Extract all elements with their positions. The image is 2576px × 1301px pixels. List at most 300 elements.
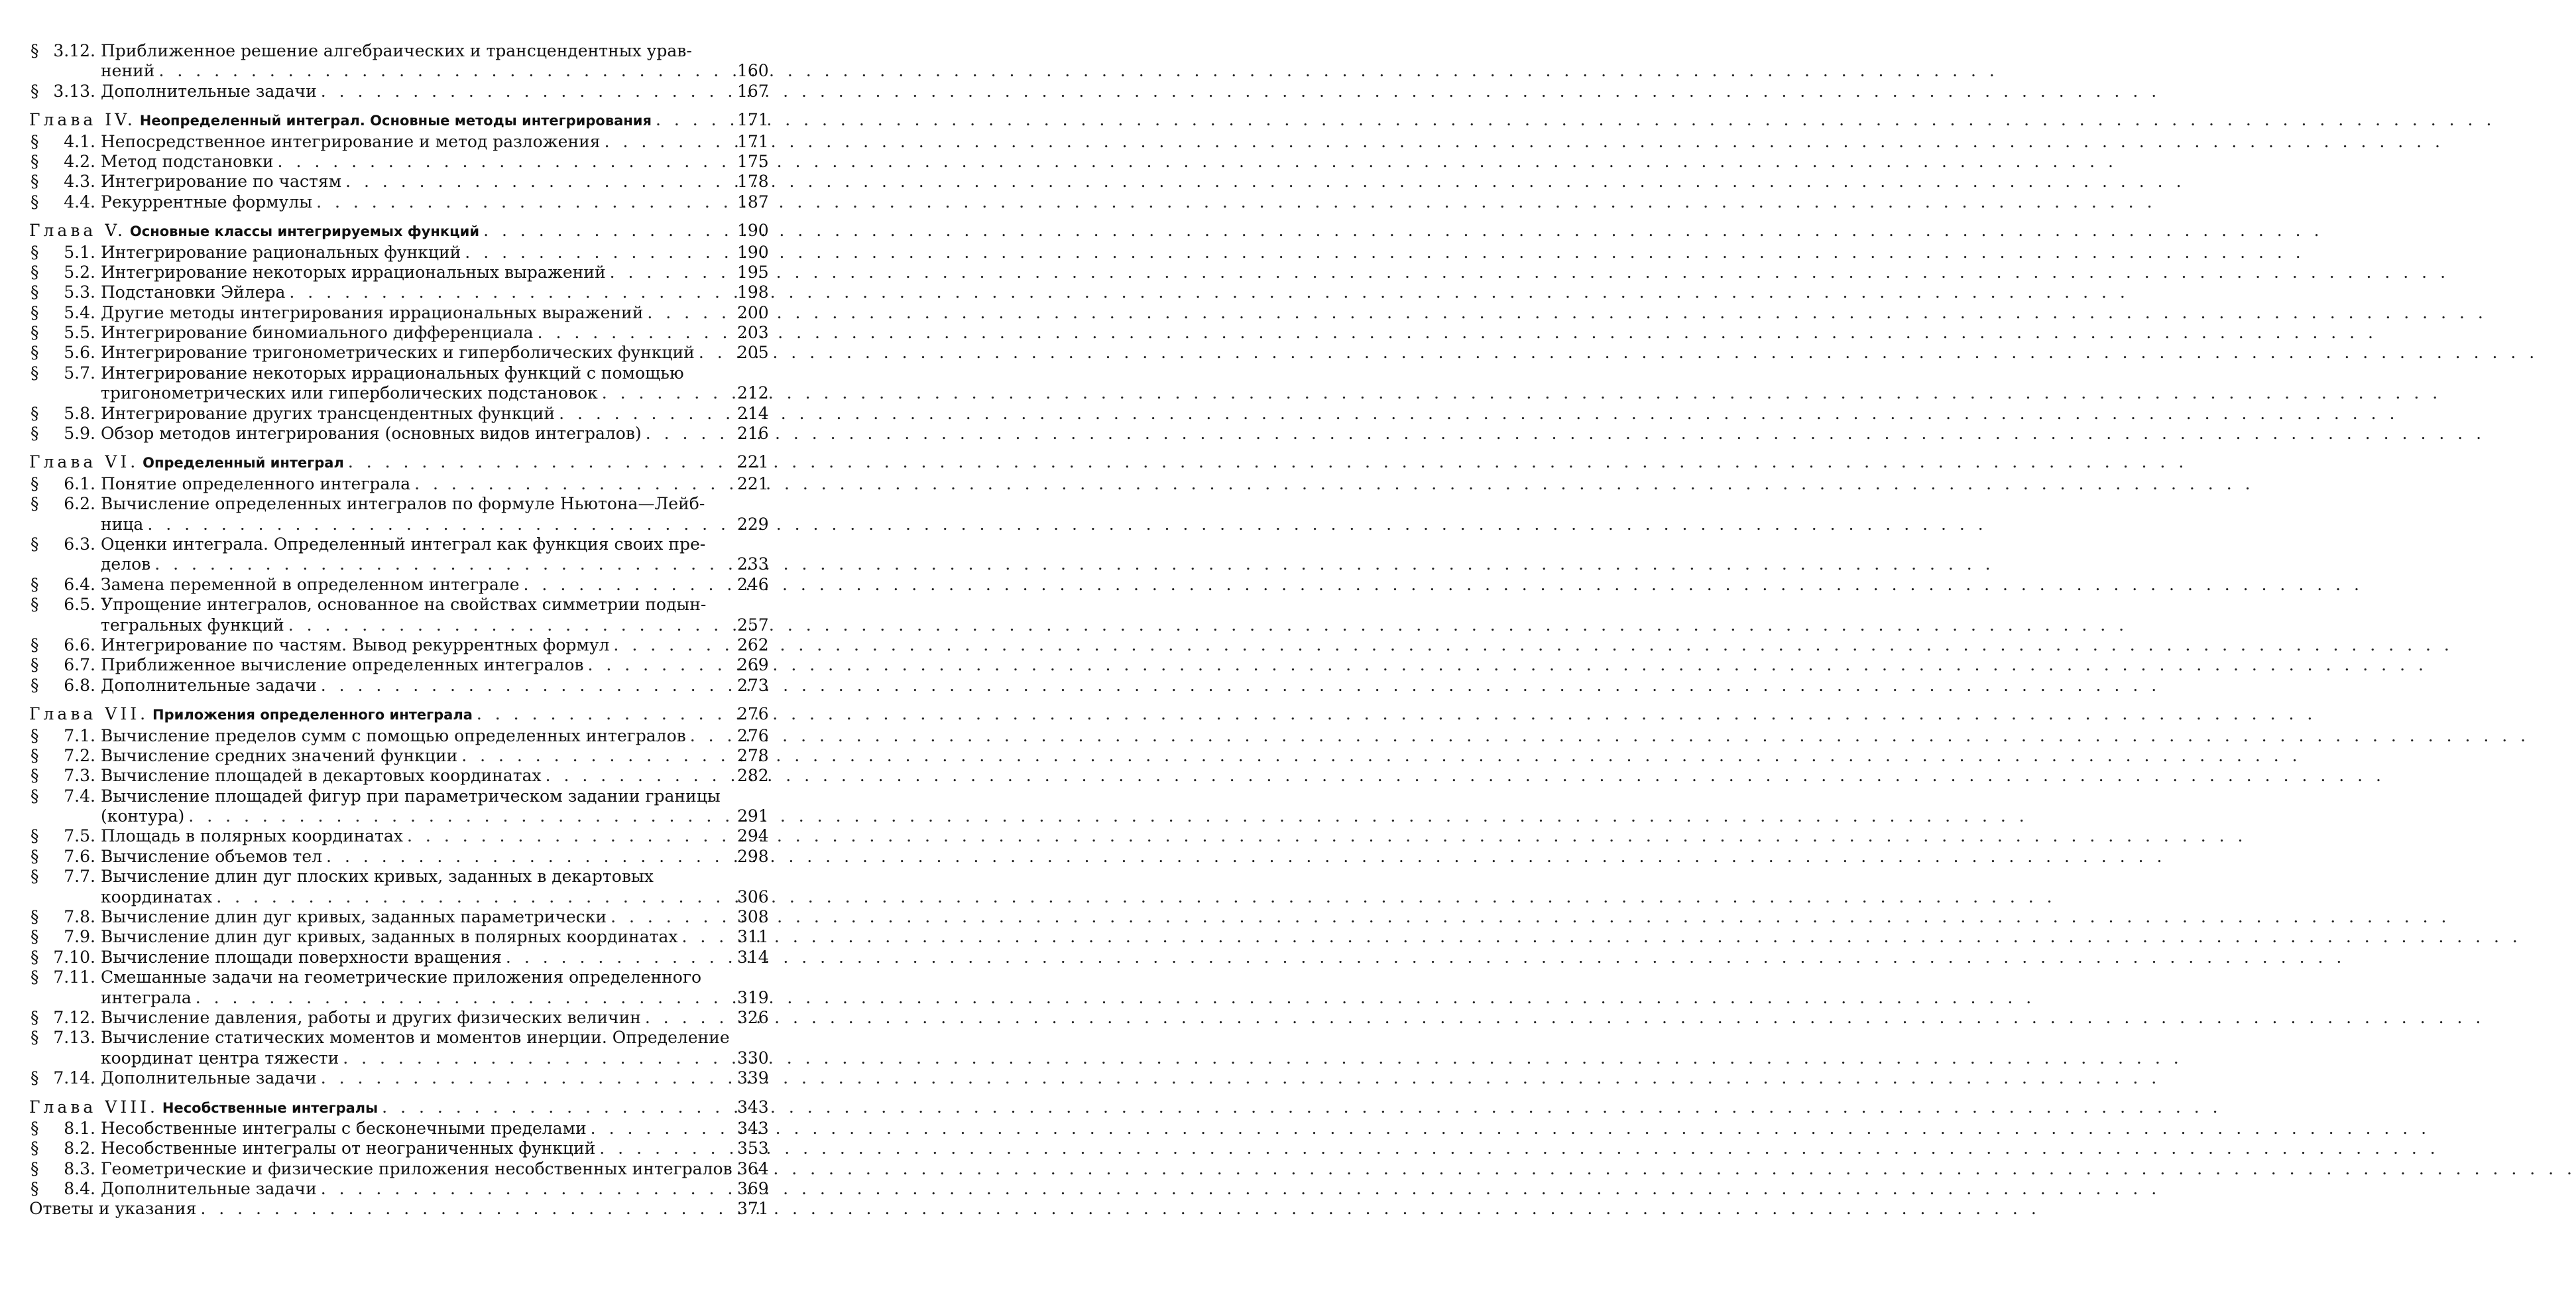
dot-leader (473, 704, 734, 724)
page-number: 326 (737, 1007, 769, 1027)
section-num: 7.10. (53, 947, 95, 967)
dot-leader (274, 152, 734, 172)
section-num: 5.2. (64, 262, 95, 282)
page-number: 311 (737, 927, 769, 947)
section-num: 4.4. (64, 192, 95, 212)
dot-leader (584, 655, 735, 675)
page-number: 216 (737, 424, 769, 444)
toc-section-line[interactable] (29, 131, 769, 152)
section-title: Упрощение интегралов, основанное на свойствах симметрии подын- (101, 595, 707, 615)
page-number: 364 (737, 1158, 769, 1178)
toc-section-body (101, 847, 734, 867)
section-sign: § (30, 473, 39, 493)
section-num: 5.3. (64, 282, 95, 302)
section-number (29, 655, 101, 675)
section-sign: § (30, 655, 39, 675)
section-num: 3.12. (53, 41, 95, 60)
section-number (29, 1008, 101, 1028)
toc-section-body (101, 655, 734, 675)
toc-section-line[interactable] (29, 987, 769, 1008)
chapter-title: Определенный интеграл (143, 455, 344, 471)
dot-leader (192, 988, 734, 1008)
dot-leader (643, 303, 734, 323)
section-title: Интегрирование биномиального дифференциала (101, 323, 534, 343)
toc-section-line[interactable] (29, 514, 769, 534)
section-title: Вычисление площадей в декартовых координатах (101, 766, 542, 786)
page-number: 330 (737, 1048, 769, 1068)
section-num: 6.5. (64, 595, 95, 615)
toc-section-line[interactable] (29, 887, 769, 907)
dot-leader (150, 554, 734, 574)
dot-leader (317, 1068, 734, 1088)
page-number: 278 (737, 745, 769, 765)
section-title: Непосредственное интегрирование и метод разложения (101, 131, 601, 151)
section-num: 4.2. (64, 151, 95, 171)
dot-leader (607, 907, 734, 927)
section-num: 5.9. (64, 424, 95, 444)
section-title: Несобственные интегралы от неограниченных функций (101, 1139, 596, 1158)
section-number (29, 1119, 101, 1139)
section-sign: § (30, 192, 39, 212)
page-number: 205 (737, 343, 769, 363)
page-number: 339 (737, 1068, 769, 1088)
section-title: Вычисление статических моментов и моментов инерции. Определение (101, 1028, 730, 1048)
dot-leader (601, 132, 734, 152)
toc-section-body (101, 595, 734, 615)
toc-section-line[interactable] (29, 867, 765, 887)
toc-chapter-text (29, 110, 652, 131)
dot-leader (410, 474, 734, 494)
section-number (29, 82, 101, 101)
section-number (29, 192, 101, 212)
toc-section-line[interactable] (29, 947, 769, 967)
toc-section-line[interactable] (29, 403, 769, 424)
toc-section-line[interactable] (29, 1028, 765, 1048)
section-title: делов (101, 554, 151, 574)
toc-section-line[interactable] (29, 766, 769, 786)
section-number (29, 575, 101, 595)
page-number: 343 (737, 1097, 769, 1117)
section-sign: § (30, 323, 39, 343)
toc-section-body (101, 746, 734, 766)
section-number (29, 132, 101, 152)
section-sign: § (30, 927, 39, 947)
section-sign: § (30, 81, 39, 101)
section-number (29, 967, 101, 987)
section-title: координатах (101, 887, 213, 906)
toc-section-line[interactable] (29, 927, 769, 947)
section-number (29, 263, 101, 282)
section-sign: § (30, 282, 39, 302)
section-title: Интегрирование по частям (101, 172, 342, 192)
dot-leader (534, 323, 734, 343)
section-number (29, 323, 101, 343)
page-number: 203 (737, 323, 769, 343)
page-number: 171 (737, 131, 769, 151)
section-sign: § (30, 826, 39, 846)
section-title: Дополнительные задачи (101, 675, 317, 695)
section-title: Вычисление объемов тел (101, 846, 323, 866)
section-sign: § (30, 534, 39, 554)
section-title: Интегрирование по частям. Вывод рекуррентных формул (101, 635, 610, 654)
section-number (29, 404, 101, 424)
section-title: Дополнительные задачи (101, 1179, 317, 1199)
section-title: Другие методы интегрирования иррациональных выражений (101, 302, 644, 322)
section-number (29, 907, 101, 927)
section-sign: § (30, 131, 39, 151)
section-sign: § (30, 1179, 39, 1199)
toc-section-line[interactable] (29, 242, 769, 263)
page-number: 178 (737, 172, 769, 192)
chapter-title: Неопределенный интеграл. Основные методы интегрирования (139, 113, 652, 129)
toc-chapter-body (29, 1097, 734, 1118)
toc-section-body (101, 363, 734, 383)
section-number (29, 766, 101, 786)
dot-leader (641, 1008, 734, 1028)
page-number: 291 (737, 806, 769, 826)
section-title: Интегрирование рациональных функций (101, 242, 461, 262)
section-number (29, 474, 101, 494)
toc-chapter-line[interactable] (29, 452, 769, 472)
section-num: 7.7. (64, 867, 95, 887)
section-sign: § (30, 403, 39, 423)
section-title: Вычисление пределов сумм с помощью определенных интегралов (101, 725, 686, 745)
section-title: Обзор методов интегрирования (основных видов интегралов) (101, 424, 642, 444)
section-sign: § (30, 172, 39, 192)
toc-section-line[interactable] (29, 172, 769, 192)
section-sign: § (30, 1028, 39, 1048)
toc-chapter-line[interactable] (29, 704, 769, 724)
toc-section-line[interactable] (29, 323, 769, 343)
section-num: 6.1. (64, 473, 95, 493)
section-num: 7.6. (64, 846, 95, 866)
toc-section-line[interactable] (29, 1158, 769, 1179)
dot-leader (479, 221, 734, 241)
toc-section-body (101, 1028, 734, 1048)
toc-entry-body (29, 1199, 734, 1219)
toc-entry-line[interactable] (29, 1199, 769, 1219)
toc-section-line[interactable] (29, 655, 769, 675)
section-num: 6.8. (64, 675, 95, 695)
section-number (29, 343, 101, 363)
section-number (29, 948, 101, 967)
section-sign: § (30, 343, 39, 363)
section-title: Вычисление средних значений функции (101, 745, 458, 765)
section-sign: § (30, 41, 39, 60)
toc-chapter-text (29, 1097, 378, 1118)
toc-section-body (101, 383, 734, 403)
section-num: 4.3. (64, 172, 95, 192)
toc-section-body (101, 303, 734, 323)
toc-section-line[interactable] (29, 1179, 769, 1199)
section-title: Метод подстановки (101, 151, 274, 171)
page-number: 246 (737, 574, 769, 594)
section-num: 5.1. (64, 242, 95, 262)
section-num: 7.8. (64, 907, 95, 927)
section-title: Вычисление длин дуг кривых, заданных параметрически (101, 907, 607, 927)
section-title: Несобственные интегралы с бесконечными пределами (101, 1118, 587, 1138)
section-number (29, 1068, 101, 1088)
dot-leader (317, 1179, 734, 1199)
section-num: 4.1. (64, 131, 95, 151)
toc-section-line[interactable] (29, 343, 769, 363)
section-title: интеграла (101, 987, 192, 1007)
toc-section-body (101, 474, 734, 494)
page-number: 314 (737, 947, 769, 967)
toc-section-body (101, 676, 734, 696)
page-number: 221 (737, 452, 769, 472)
section-title: Оценки интеграла. Определенный интеграл как функция своих пре- (101, 534, 706, 554)
section-num: 3.13. (53, 81, 95, 101)
section-num: 7.3. (64, 766, 95, 786)
toc-section-line[interactable] (29, 595, 765, 615)
page-number: 195 (737, 262, 769, 282)
section-title: Приближенное вычисление определенных интегралов (101, 655, 584, 675)
section-number (29, 726, 101, 746)
toc-section-line[interactable] (29, 473, 769, 494)
toc-section-body (101, 806, 734, 826)
toc-section-line[interactable] (29, 302, 769, 323)
toc-section-body (101, 132, 734, 152)
toc-section-line[interactable] (29, 786, 765, 806)
toc-section-body (101, 515, 734, 534)
section-sign: § (30, 1068, 39, 1088)
toc-section-body (101, 575, 734, 595)
toc-section-line[interactable] (29, 192, 769, 212)
page-number: 282 (737, 766, 769, 786)
section-sign: § (30, 574, 39, 594)
section-title: Вычисление длин дуг кривых, заданных в полярных координатах (101, 927, 678, 947)
page-number: 269 (737, 655, 769, 675)
dot-leader (317, 676, 734, 696)
section-number (29, 927, 101, 947)
chapter-title: Основные классы интегрируемых функций (129, 223, 480, 240)
section-sign: § (30, 907, 39, 927)
page-number: 233 (737, 554, 769, 574)
toc-section-body (101, 948, 734, 967)
section-number (29, 826, 101, 846)
page-number: 308 (737, 907, 769, 927)
toc-section-body (101, 152, 734, 172)
dot-leader (457, 746, 734, 766)
page-number: 306 (737, 887, 769, 906)
toc-section-line[interactable] (29, 907, 769, 927)
toc-section-body (101, 343, 734, 363)
toc-section-line[interactable] (29, 534, 765, 554)
dot-leader (686, 726, 734, 746)
toc-section-line[interactable] (29, 494, 765, 514)
section-sign: § (30, 725, 39, 745)
toc-section-line[interactable] (29, 1048, 769, 1068)
section-sign: § (30, 675, 39, 695)
section-title: Площадь в полярных координатах (101, 826, 404, 846)
toc-section-line[interactable] (29, 262, 769, 282)
section-sign: § (30, 1139, 39, 1158)
page-number: 190 (737, 242, 769, 262)
section-num: 7.5. (64, 826, 95, 846)
section-title: Вычисление длин дуг плоских кривых, заданных в декартовых (101, 867, 654, 887)
section-sign: § (30, 1007, 39, 1027)
section-number (29, 595, 101, 615)
toc-section-line[interactable] (29, 806, 769, 826)
dot-leader (403, 826, 734, 846)
dot-leader (542, 766, 734, 786)
section-number (29, 786, 101, 806)
toc-section-body (101, 192, 734, 212)
toc-section-line[interactable] (29, 282, 769, 302)
section-number (29, 847, 101, 867)
toc-section-line[interactable] (29, 1139, 769, 1158)
toc-section-body (101, 534, 734, 554)
toc-chapter-body (29, 110, 734, 131)
dot-leader (502, 948, 734, 967)
chapter-label: Глава IV. (29, 110, 136, 130)
section-sign: § (30, 424, 39, 444)
toc-section-body (101, 424, 734, 444)
section-number (29, 1028, 101, 1048)
toc-section-body (101, 243, 734, 263)
section-sign: § (30, 846, 39, 866)
chapter-title: Несобственные интегралы (162, 1099, 379, 1116)
toc-section-body (101, 404, 734, 424)
toc-section-line[interactable] (29, 554, 769, 574)
dot-leader (587, 1119, 734, 1139)
toc-section-line[interactable] (29, 41, 765, 61)
toc-section-line[interactable] (29, 574, 769, 595)
toc-section-line[interactable] (29, 615, 769, 635)
toc-section-body (101, 61, 734, 81)
section-title: Интегрирование других трансцендентных функций (101, 403, 556, 423)
toc-section-body (101, 1159, 734, 1179)
section-num: 8.3. (64, 1158, 95, 1178)
toc-section-line[interactable] (29, 1118, 769, 1139)
chapter-label: Глава VIII. (29, 1097, 158, 1117)
section-title: Дополнительные задачи (101, 1068, 317, 1088)
section-num: 6.2. (64, 494, 95, 514)
toc-section-line[interactable] (29, 635, 769, 655)
section-sign: § (30, 1158, 39, 1178)
toc-section-line[interactable] (29, 363, 765, 383)
page-number: 343 (737, 1118, 769, 1138)
section-sign: § (30, 1118, 39, 1138)
toc-section-body (101, 41, 734, 61)
chapter-label: Глава VII. (29, 704, 149, 724)
toc-section-body (101, 1119, 734, 1139)
section-title: (контура) (101, 806, 185, 826)
section-sign: § (30, 151, 39, 171)
toc-section-line[interactable] (29, 675, 769, 696)
section-title: Интегрирование некоторых иррациональных выражений (101, 262, 606, 282)
chapter-title: Приложения определенного интеграла (152, 707, 473, 723)
dot-leader (284, 615, 734, 635)
section-number (29, 1179, 101, 1199)
section-title: Понятие определенного интеграла (101, 473, 411, 493)
section-number (29, 1159, 101, 1179)
page-number: 212 (737, 383, 769, 403)
toc-section-line[interactable] (29, 81, 769, 101)
toc-chapter-body (29, 704, 734, 725)
toc-section-body (101, 282, 734, 302)
dot-leader (695, 343, 734, 363)
page-number: 294 (737, 826, 769, 846)
section-num: 8.1. (64, 1118, 95, 1138)
toc-section-body (101, 554, 734, 574)
page-number: 371 (737, 1199, 769, 1219)
dot-leader (344, 452, 734, 472)
section-sign: § (30, 302, 39, 322)
toc-section-line[interactable] (29, 1007, 769, 1028)
section-num: 5.5. (64, 323, 95, 343)
page-number: 276 (737, 704, 769, 724)
toc-section-line[interactable] (29, 1068, 769, 1088)
section-sign: § (30, 867, 39, 887)
dot-leader (598, 383, 734, 403)
page-number: 214 (737, 403, 769, 423)
dot-leader (677, 927, 734, 947)
page-number: 175 (737, 151, 769, 171)
dot-leader (606, 263, 734, 282)
section-num: 8.4. (64, 1179, 95, 1199)
toc-chapter-line[interactable] (29, 221, 769, 241)
page-number: 257 (737, 615, 769, 635)
toc-section-line[interactable] (29, 846, 769, 867)
dot-leader (154, 61, 734, 81)
section-title: тригонометрических или гиперболических подстановок (101, 383, 598, 403)
page-number: 273 (737, 675, 769, 695)
section-title: Приближенное решение алгебраических и трансцендентных урав- (101, 41, 692, 60)
toc-section-body (101, 635, 734, 655)
toc-entry-text: Ответы и указания (29, 1199, 197, 1219)
dot-leader (184, 806, 734, 826)
toc-section-line[interactable] (29, 826, 769, 846)
toc-section-body (101, 615, 734, 635)
section-number (29, 635, 101, 655)
section-title: Вычисление площади поверхности вращения (101, 947, 502, 967)
toc-section-line[interactable] (29, 151, 769, 172)
section-num: 5.4. (64, 302, 95, 322)
section-sign: § (30, 745, 39, 765)
section-title: Геометрические и физические приложения несобственных интегралов (101, 1158, 732, 1178)
toc-chapter-text (29, 704, 473, 725)
toc-chapter-line[interactable] (29, 110, 769, 130)
toc-section-line[interactable] (29, 383, 769, 403)
toc-section-body (101, 867, 734, 887)
section-sign: § (30, 363, 39, 383)
dot-leader (285, 282, 734, 302)
section-number (29, 424, 101, 444)
section-number (29, 534, 101, 554)
section-number (29, 1139, 101, 1158)
section-num: 5.8. (64, 403, 95, 423)
section-num: 7.2. (64, 745, 95, 765)
toc-section-body (101, 988, 734, 1008)
page-number: 353 (737, 1139, 769, 1158)
table-of-contents (29, 41, 769, 1219)
toc-section-line[interactable] (29, 61, 769, 81)
toc-section-line[interactable] (29, 424, 769, 444)
toc-section-line[interactable] (29, 967, 765, 987)
toc-section-body (101, 927, 734, 947)
toc-chapter-line[interactable] (29, 1097, 769, 1117)
toc-section-body (101, 766, 734, 786)
section-title: Интегрирование тригонометрических и гиперболических функций (101, 343, 695, 363)
toc-section-line[interactable] (29, 745, 769, 766)
section-num: 6.3. (64, 534, 95, 554)
toc-section-line[interactable] (29, 725, 769, 746)
section-num: 8.2. (64, 1139, 95, 1158)
toc-chapter-body (29, 221, 734, 241)
section-sign: § (30, 766, 39, 786)
